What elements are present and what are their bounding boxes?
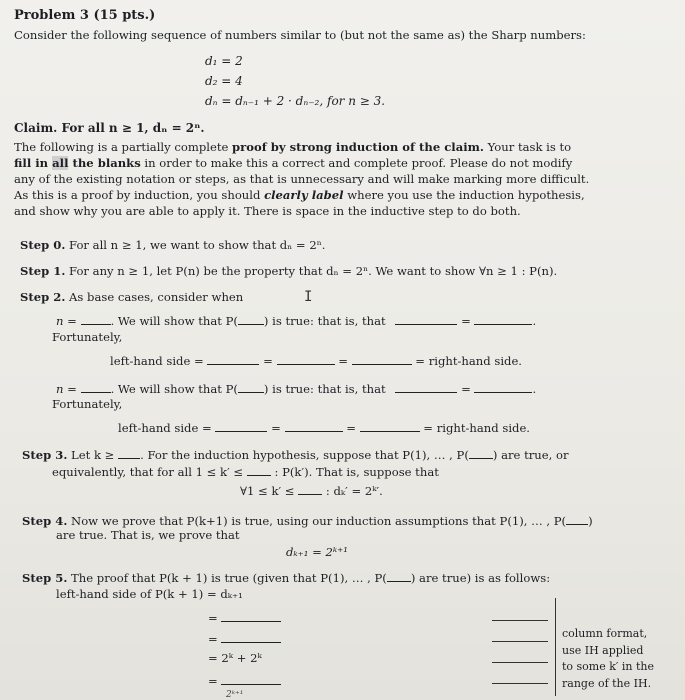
step-2 — [20, 290, 243, 304]
problem-title: Problem 3 (15 pts.) — [14, 8, 156, 23]
bc1-lhs-label: left-hand side = — [110, 354, 204, 368]
s5-eq-1: = — [208, 611, 218, 625]
bc1-true: ) is true: that is, that — [263, 314, 386, 328]
bc2-lhs-blank[interactable] — [395, 380, 457, 393]
step-5-row-3: = 2ᵏ + 2ᵏ — [208, 651, 262, 665]
step-3-label: Step 3. — [22, 448, 68, 462]
step-4-line2: are true. That is, we prove that — [56, 528, 240, 542]
bc1-chain-blank-2[interactable] — [277, 352, 335, 365]
step-0-text: For all n ≥ 1, we want to show that dₙ = 2ⁿ. — [69, 238, 326, 252]
bc2-eq: = — [461, 382, 471, 396]
step-3-a: Let k ≥ — [71, 448, 115, 462]
instr-l2c: the blanks — [68, 156, 141, 170]
step-5-b: ) are true) is as follows: — [410, 571, 551, 585]
step-4-b: ) — [588, 514, 593, 528]
step-5-row-2 — [208, 630, 281, 646]
step-1-text: For any n ≥ 1, let P(n) be the property that dₙ = 2ⁿ. We want to show ∀n ≥ 1 : P(n). — [69, 264, 558, 278]
bc1-p-blank[interactable] — [238, 312, 264, 325]
bc1-fortunately: Fortunately, — [52, 330, 123, 344]
step-3-line3b: : dₖ′ = 2ᵏ′. — [325, 484, 383, 498]
step-5-row-1 — [208, 609, 281, 625]
step-3-line3 — [240, 482, 383, 498]
claim — [14, 121, 205, 135]
step-3-line2b: : P(k′). That is, suppose that — [274, 465, 439, 479]
bc1-chain — [110, 352, 522, 368]
bc2-true: ) is true: that is, that — [263, 382, 386, 396]
bc1-rhs-blank[interactable] — [474, 312, 532, 325]
text-cursor-icon: I — [304, 289, 313, 305]
step-5-a: The proof that P(k + 1) is true (given that P(1), … , P( — [71, 571, 387, 585]
instructions — [14, 139, 594, 219]
step-2-label: Step 2. — [20, 290, 66, 304]
instr-l2b: all — [52, 156, 69, 170]
bc2-n-blank[interactable] — [81, 380, 111, 393]
instr-p1b: Your task is to — [483, 140, 572, 154]
instr-l2a: fill in — [14, 156, 53, 170]
step-3-b: . For the induction hypothesis, suppose that P(1), … , P( — [140, 448, 469, 462]
step-4-a: Now we prove that P(k+1) is true, using our induction assumptions that P(1), … , P( — [71, 514, 567, 528]
step-4 — [22, 512, 593, 528]
bc2-fortunately: Fortunately, — [52, 397, 123, 411]
instr-p1: The following is a partially complete — [14, 140, 233, 154]
instr-l4i: clearly label — [264, 188, 344, 202]
s5-blank-1[interactable] — [221, 609, 281, 622]
s5-eq-2: = — [208, 632, 218, 646]
step-1 — [20, 264, 557, 278]
bc1-show: . We will show that P( — [110, 314, 238, 328]
instr-p1-bold: proof by strong induction of the claim. — [232, 140, 484, 154]
instr-l3: any of the existing notation or steps, as that is unnecessary and will make marking more difficult. — [14, 172, 590, 186]
bc2-chain-blank-2[interactable] — [285, 419, 343, 432]
bc2-lhs-label: left-hand side = — [118, 421, 212, 435]
step-4-label: Step 4. — [22, 514, 68, 528]
bc2-p-blank[interactable] — [238, 380, 264, 393]
instr-l4b: where you use the induction hypothesis, — [343, 188, 585, 202]
bc2-chain-blank-3[interactable] — [360, 419, 420, 432]
bc2-chain-eq-2: = — [346, 421, 356, 435]
bc2-chain — [118, 419, 530, 435]
bc1-chain-blank-3[interactable] — [352, 352, 412, 365]
step-3-k3-blank[interactable] — [298, 482, 322, 495]
s5-last-exponent: 2ᵏ⁺¹ — [226, 690, 244, 700]
side-note-l1: column format, — [562, 627, 648, 640]
bc2-chain-eq-1: = — [271, 421, 281, 435]
bc1-rhs-label: = right-hand side. — [415, 354, 522, 368]
step-3-line2a: equivalently, that for all 1 ≤ k′ ≤ — [52, 465, 244, 479]
step-4-eq: dₖ₊₁ = 2ᵏ⁺¹ — [286, 545, 348, 559]
seq-d2: d₂ = 4 — [205, 74, 243, 88]
step-2-text: As base cases, consider when — [69, 290, 244, 304]
step-4-p-blank[interactable] — [566, 512, 588, 525]
intro-text: Consider the following sequence of numbers similar to (but not the same as) the Sharp numbers: — [14, 28, 586, 42]
bc1-chain-eq-1: = — [263, 354, 273, 368]
bc2-n: n = — [56, 382, 81, 396]
bc2-show: . We will show that P( — [110, 382, 238, 396]
justify-blank-2[interactable] — [492, 641, 548, 642]
s5-eq-4: = — [208, 674, 218, 688]
side-note-l2: use IH applied — [562, 643, 644, 657]
side-note — [562, 626, 672, 692]
seq-d1: d₁ = 2 — [205, 54, 243, 68]
side-note-l4: range of the IH. — [562, 676, 652, 690]
instr-l2-rest: in order to make this a correct and complete proof. Please do not modify — [140, 156, 573, 170]
s5-blank-2[interactable] — [221, 630, 281, 643]
step-5 — [22, 569, 550, 585]
step-5-label: Step 5. — [22, 571, 68, 585]
seq-dn: dₙ = dₙ₋₁ + 2 · dₙ₋₂, for n ≥ 3. — [205, 94, 386, 108]
justify-blank-3[interactable] — [492, 662, 548, 663]
bc1-chain-eq-2: = — [338, 354, 348, 368]
s5-blank-4[interactable] — [221, 672, 281, 685]
step-1-label: Step 1. — [20, 264, 66, 278]
step-3 — [22, 446, 569, 462]
bc2-rhs-blank[interactable] — [474, 380, 532, 393]
step-0 — [20, 238, 325, 252]
step-3-line3a: ∀1 ≤ k′ ≤ — [240, 484, 295, 498]
side-note-l3: to some k′ in the — [562, 660, 655, 673]
base-case-2: n = . We will show that P( ) is true: that is, that = . — [56, 382, 537, 396]
bc2-rhs-label: = right-hand side. — [423, 421, 530, 435]
step-3-p-blank[interactable] — [469, 446, 493, 459]
bc1-chain-blank-1[interactable] — [207, 352, 259, 365]
step-3-k2-blank[interactable] — [247, 463, 271, 476]
justify-blank-4[interactable] — [492, 683, 548, 684]
instr-l4a: As this is a proof by induction, you should — [14, 188, 265, 202]
bc2-chain-blank-1[interactable] — [215, 419, 267, 432]
bc1-n: n = — [56, 314, 81, 328]
step-3-k-blank[interactable] — [118, 446, 140, 459]
bc1-n-blank[interactable] — [81, 312, 111, 325]
step-5-p-blank[interactable] — [387, 569, 411, 582]
bc1-eq: = — [461, 314, 471, 328]
step-3-c: ) are true, or — [492, 448, 569, 462]
instr-l5: and show why you are able to apply it. There is space in the inductive step to do both. — [14, 204, 521, 218]
bc1-lhs-blank[interactable] — [395, 312, 457, 325]
step-5-row-4 — [208, 672, 281, 688]
claim-text: Claim. For all n ≥ 1, dₙ = 2ⁿ. — [14, 121, 205, 135]
justify-blank-1[interactable] — [492, 620, 548, 621]
step-3-line2 — [52, 463, 439, 479]
step-5-lhs: left-hand side of P(k + 1) = dₖ₊₁ — [56, 587, 243, 601]
base-case-1: n = . We will show that P( ) is true: that is, that = . — [56, 314, 537, 328]
step-0-label: Step 0. — [20, 238, 66, 252]
